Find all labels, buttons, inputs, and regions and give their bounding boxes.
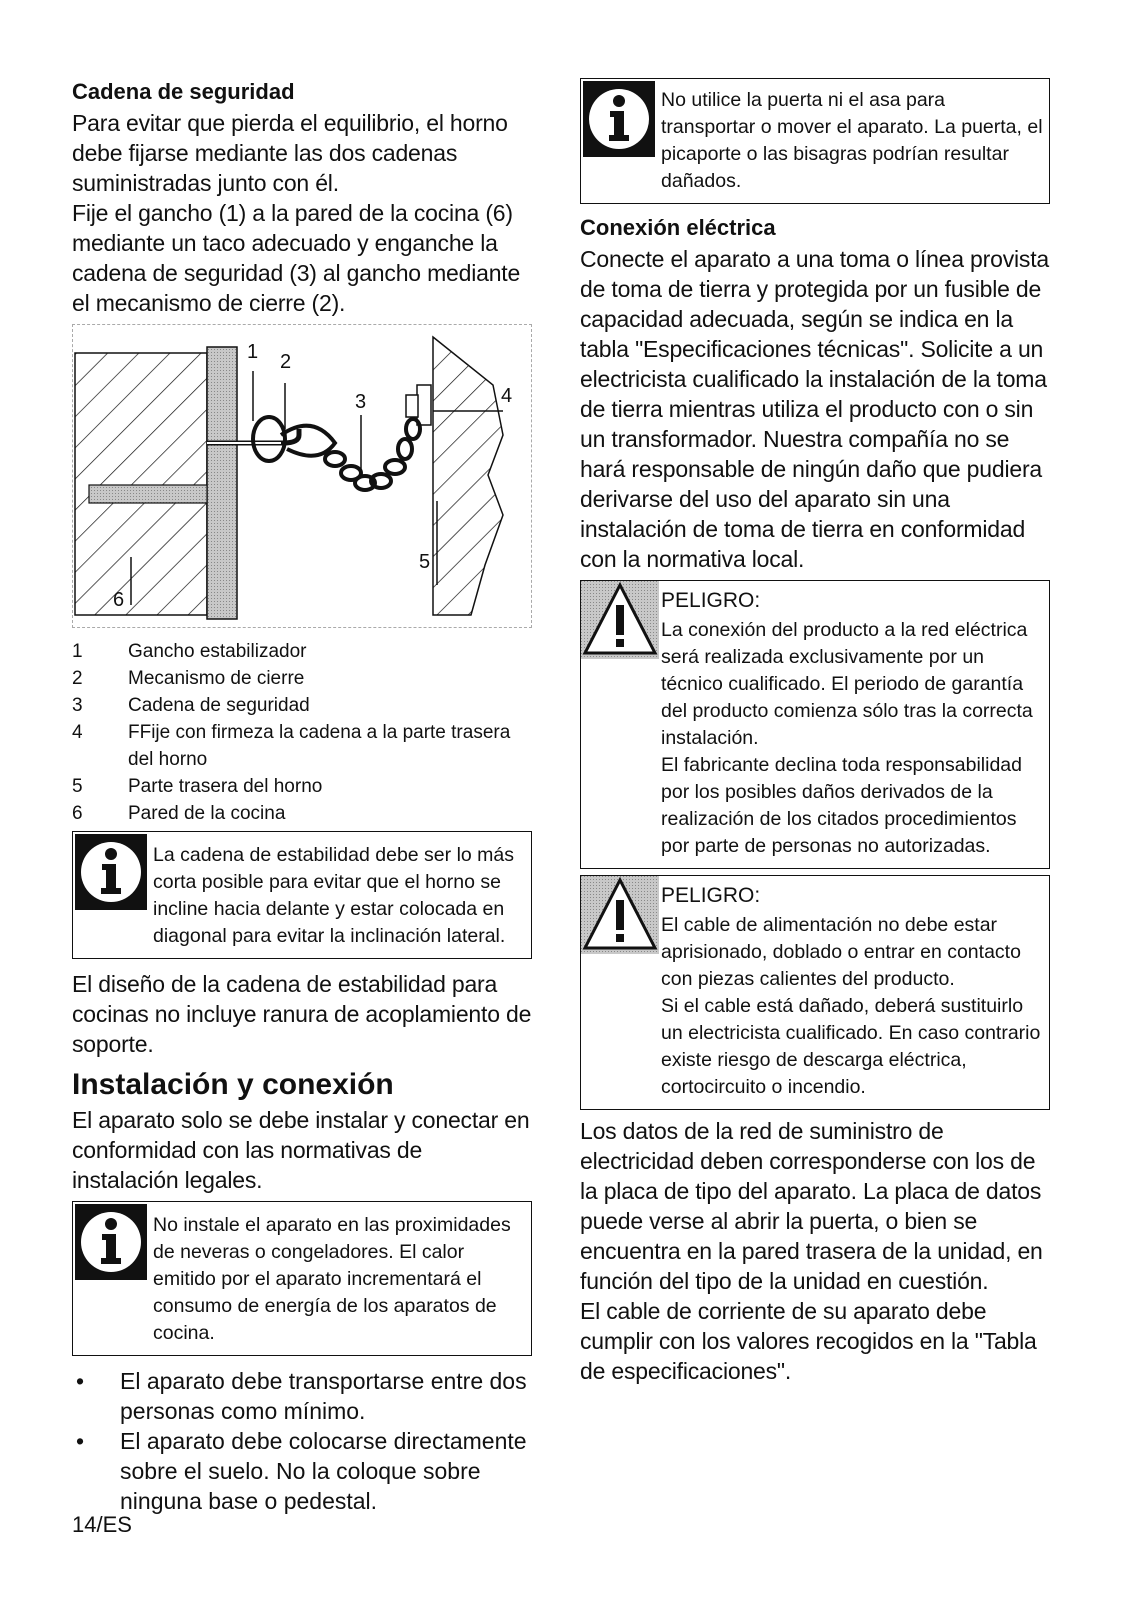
section-heading-safety-chain: Cadena de seguridad [72,79,295,104]
chain [325,419,420,490]
page-number: 14/ES [72,1512,132,1537]
legend-item: 2 Mecanismo de cierre [72,668,305,689]
section-heading-installation: Instalación y conexión [72,1068,394,1101]
legend-item: 6 Pared de la cocina [72,803,286,824]
wall-plate [207,347,237,619]
right-column [580,78,1050,1386]
info-icon [75,834,147,910]
left-column [72,78,532,1516]
section-heading-electrical: Conexión eléctrica [580,215,776,240]
info-text: No instale el aparato en las proximidades de neveras o congeladores. El calor emitido por el aparato incrementará el consumo de energía de los aparatos de cocina. [153,1214,511,1344]
figure-label: 2 [280,351,292,373]
warning-text: El cable de alimentación no debe estar aprisionado, doblado o entrar en contacto con piezas calientes del producto. [661,914,1021,990]
dowel [89,485,207,503]
figure-label: 5 [419,551,431,573]
safety-chain-illustration [73,325,531,627]
legend-item: 5 Parte trasera del horno [72,776,323,797]
warning-text: El fabricante declina toda responsabilidad por los posibles daños derivados de la realización de los citados procedimientos por parte de personas no autorizadas. [661,754,1022,857]
legend-item: 3 Cadena de seguridad [72,695,310,716]
list-item: • El aparato debe transportarse entre dos personas como mínimo. [76,1368,527,1424]
warning-triangle-icon [581,876,659,954]
figure-label: 6 [113,589,125,611]
paragraph: El diseño de la cadena de estabilidad para cocinas no incluye ranura de acoplamiento de soporte. [72,971,532,1057]
paragraph: Para evitar que pierda el equilibrio, el horno debe fijarse mediante las dos cadenas suministradas junto con él. [72,110,508,196]
figure-label: 3 [355,391,367,413]
list-item: • El aparato debe colocarse directamente sobre el suelo. No la coloque sobre ninguna base o pedestal. [76,1428,527,1514]
warning-triangle-icon [581,581,659,659]
kitchen-wall [75,353,207,615]
danger-warning [580,580,1050,869]
figure-label: 1 [247,341,259,363]
figure-label: 4 [501,385,513,407]
safety-chain-diagram [72,324,532,628]
info-text: No utilice la puerta ni el asa para transportar o mover el aparato. La puerta, el picaporte o las bisagras podrían resultar dañados. [661,89,1043,192]
bullet-list [72,1366,532,1516]
paragraph: Los datos de la red de suministro de electricidad deben corresponderse con los de la placa de tipo del aparato. La placa de datos puede verse al abrir la puerta, o bien se encuentra en la pared trasera de la unidad, en función del tipo de la unidad en cuestión. [580,1118,1043,1294]
paragraph: El cable de corriente de su aparato debe cumplir con los valores recogidos en la "Tabla de especificaciones". [580,1298,1037,1384]
info-note [72,1201,532,1356]
warning-title: PELIGRO: [661,884,761,907]
oven-back [433,337,503,615]
danger-warning [580,875,1050,1110]
info-note [72,831,532,959]
legend-item: 1 Gancho estabilizador [72,641,307,662]
paragraph: Fije el gancho (1) a la pared de la cocina (6) mediante un taco adecuado y enganche la cadena de seguridad (3) al gancho mediante el mecanismo de cierre (2). [72,200,521,316]
paragraph: El aparato solo se debe instalar y conectar en conformidad con las normativas de instalación legales. [72,1107,530,1193]
warning-text: Si el cable está dañado, deberá sustituirlo un electricista cualificado. En caso contrario existe riesgo de descarga eléctrica, cortocircuito o incendio. [661,995,1041,1098]
paragraph: Conecte el aparato a una toma o línea provista de toma de tierra y protegida por un fusible de capacidad adecuada, según se indica en la tabla "Especificaciones técnicas". Solicite a un electricista cualificado la instalación de la toma de tierra mientras utiliza el producto con o sin un transformador. Nuestra compañía no se hará responsable de ningún daño que pudiera derivarse del uso del aparato sin una instalación de toma de tierra en conformidad con la normativa local. [580,246,1049,572]
warning-title: PELIGRO: [661,589,761,612]
info-icon [583,81,655,157]
figure-legend [72,638,532,827]
info-text: La cadena de estabilidad debe ser lo más corta posible para evitar que el horno se incline hacia delante y estar colocada en diagonal para evitar la inclinación lateral. [153,844,514,947]
chain-bracket [417,385,431,425]
warning-text: La conexión del producto a la red eléctrica será realizada exclusivamente por un técnico cualificado. El periodo de garantía del producto comienza sólo tras la correcta instalación. [661,619,1033,749]
info-note [580,78,1050,204]
legend-item: 4 FFije con firmeza la cadena a la parte trasera del horno [72,722,511,770]
info-icon [75,1204,147,1280]
